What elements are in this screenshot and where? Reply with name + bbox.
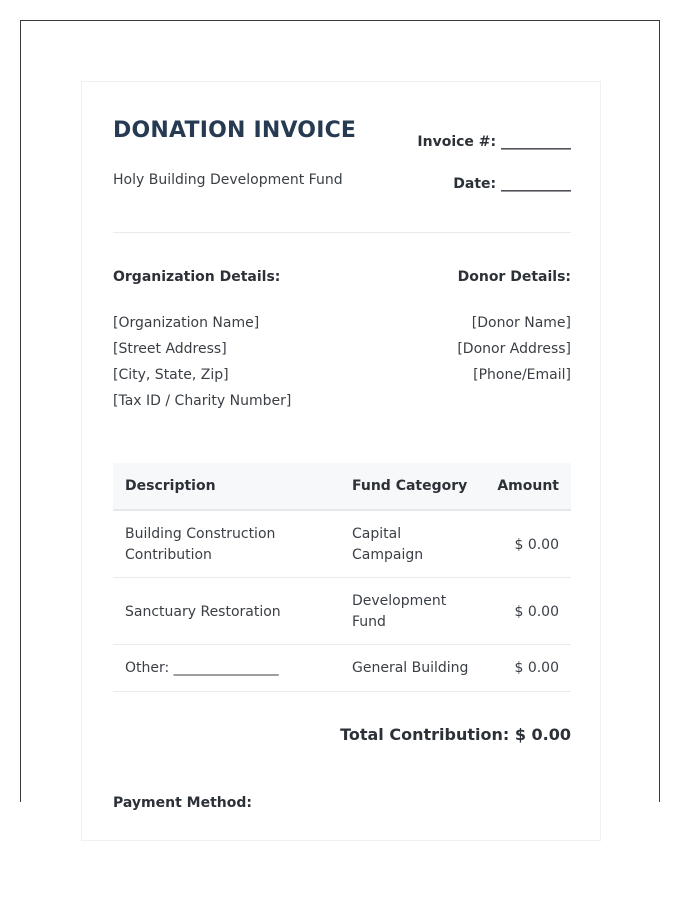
table-header bbox=[113, 463, 571, 511]
donor-name: [Donor Name] bbox=[471, 315, 571, 331]
table-row bbox=[113, 645, 571, 692]
invoice-number-label: Invoice #: bbox=[417, 134, 497, 150]
organization-heading: Organization Details: bbox=[113, 269, 281, 285]
organization-name: [Organization Name] bbox=[113, 315, 260, 331]
payment-method-heading: Payment Method: bbox=[113, 795, 252, 811]
row-category: Capital Campaign bbox=[352, 526, 424, 563]
invoice-subtitle: Holy Building Development Fund bbox=[113, 172, 343, 188]
donor-address: [Donor Address] bbox=[457, 341, 571, 357]
row-description: Sanctuary Restoration bbox=[125, 604, 281, 620]
organization-tax-id: [Tax ID / Charity Number] bbox=[113, 393, 292, 409]
organization-details bbox=[113, 310, 291, 414]
invoice-date-field bbox=[453, 176, 571, 192]
row-category: Development Fund bbox=[352, 593, 447, 630]
row-amount: $ 0.00 bbox=[514, 537, 559, 553]
invoice-number-field bbox=[417, 134, 571, 150]
organization-city: [City, State, Zip] bbox=[113, 367, 229, 383]
column-header-description: Description bbox=[125, 478, 216, 494]
column-header-amount: Amount bbox=[497, 478, 559, 494]
donor-contact: [Phone/Email] bbox=[473, 367, 571, 383]
organization-street: [Street Address] bbox=[113, 341, 227, 357]
document-page bbox=[20, 20, 660, 811]
donor-details bbox=[457, 310, 571, 388]
row-category: General Building bbox=[352, 660, 469, 676]
row-amount: $ 0.00 bbox=[514, 604, 559, 620]
column-header-category: Fund Category bbox=[352, 478, 468, 494]
donor-heading: Donor Details: bbox=[457, 269, 571, 285]
total-contribution: Total Contribution: $ 0.00 bbox=[340, 725, 571, 744]
donation-table bbox=[113, 463, 571, 692]
table-row bbox=[113, 578, 571, 645]
row-description: Building Construction Contribution bbox=[125, 526, 276, 563]
row-amount: $ 0.00 bbox=[514, 660, 559, 676]
invoice-date-blank: __________ bbox=[501, 176, 571, 192]
invoice-card bbox=[81, 81, 601, 841]
row-description: Other: _______________ bbox=[125, 660, 279, 676]
invoice-title: DONATION INVOICE bbox=[113, 118, 357, 143]
header-divider bbox=[113, 232, 571, 233]
table-row bbox=[113, 511, 571, 578]
invoice-number-blank: __________ bbox=[501, 134, 571, 150]
invoice-date-label: Date: bbox=[453, 176, 497, 192]
